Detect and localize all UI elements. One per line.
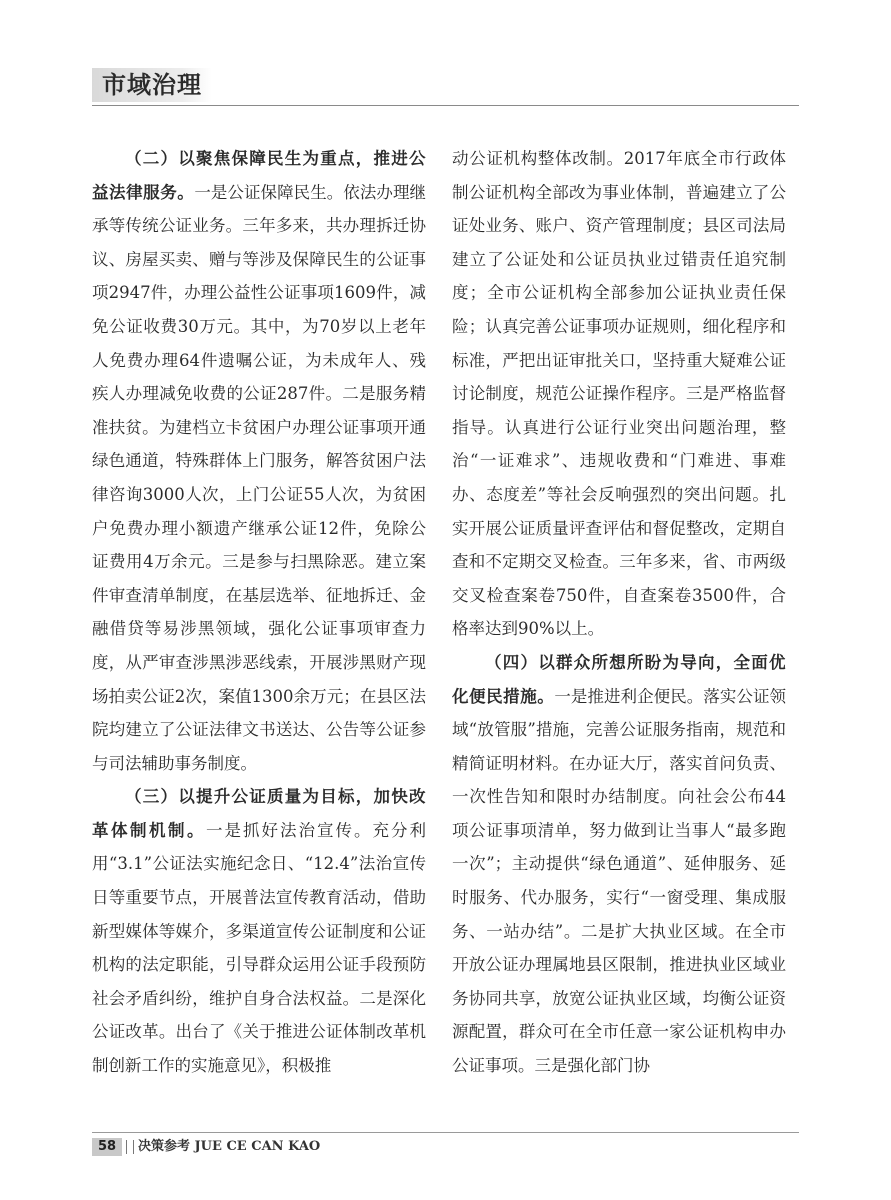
- paragraph-lead-heading: （四）以群众所想所盼为导向，全面优化便民措施。: [452, 652, 786, 706]
- paragraph-lead-heading: （三）以提升公证质量为目标，加快改革体制机制。: [92, 787, 426, 840]
- paragraph-reform-mechanism: [92, 780, 426, 1082]
- paragraph-convenience-measures: [452, 646, 786, 1083]
- paragraph-lead-heading: （二）以聚焦保障民生为重点，推进公益法律服务。: [92, 149, 426, 202]
- paragraph-continued: 动公证机构整体改制。2017年底全市行政体制公证机构全部改为事业体制，普遍建立了公证处业务、账户、资产管理制度；县区司法局建立了公证处和公证员执业过错责任追究制度；全市公证机构全部参加公证执业责任保险；认真完善公证事项办证规则，细化程序和标准，严把出证审批关口，坚持重大疑难公证讨论制度，规范公证操作程序。三是严格监督指导。认真进行公证行业突出问题治理，整治“一证难求”、违规收费和“门难进、事难办、态度差”等社会反响强烈的突出问题。扎实开展公证质量评查评估和督促整改，定期自查和不定期交叉检查。三年多来，省、市两级交叉检查案卷750件，自查案卷3500件，合格率达到90%以上。: [452, 149, 786, 639]
- paragraph-public-legal-services: [92, 142, 426, 780]
- paragraph-body: 一是抓好法治宣传。充分利用“3.1”公证法实施纪念日、“12.4”法治宣传日等重要节点，开展普法宣传教育活动，借助新型媒体等媒介，多渠道宣传公证制度和公证机构的法定职能，引导群众运用公证手段预防社会矛盾纠纷，维护自身合法权益。二是深化公证改革。出台了《关于推进公证体制改革机制创新工作的实施意见》，积极推: [92, 820, 426, 1076]
- page-number: 58: [92, 1138, 122, 1156]
- header-divider: [92, 105, 799, 106]
- section-tag: 市域治理: [92, 68, 212, 102]
- left-column: [92, 142, 426, 1112]
- page-header: [92, 68, 799, 108]
- footer-divider: [92, 1132, 799, 1133]
- page-footer: [92, 1132, 799, 1158]
- footer-separator: [126, 1140, 134, 1154]
- paragraph-body: 一是公证保障民生。依法办理继承等传统公证业务。三年多来，共办理拆迁协议、房屋买卖、赠与等涉及保障民生的公证事项2947件，办理公益性公证事项1609件，减免公证收费30万元。其中，为70岁以上老年人免费办理64件遗嘱公证，为未成年人、残疾人办理减免收费的公证287件。二是服务精准扶贫。为建档立卡贫困户办理公证事项开通绿色通道，特殊群体上门服务，解答贫困户法律咨询3000人次，上门公证55人次，为贫困户免费办理小额遗产继承公证12件，免除公证费用4万余元。三是参与扫黑除恶。建立案件审查清单制度，在基层选举、征地拆迁、金融借贷等易涉黑领域，强化公证事项审查力度，从严审查涉黑涉恶线索，开展涉黑财产现场拍卖公证2次，案值1300余万元；在县区法院均建立了公证法律文书送达、公告等公证参与司法辅助事务制度。: [92, 182, 426, 773]
- paragraph-body: 一是推进利企便民。落实公证领域“放管服”措施，完善公证服务指南，规范和精简证明材料。在办证大厅，落实首问负责、一次性告知和限时办结制度。向社会公布44项公证事项清单，努力做到让当事人“最多跑一次”；主动提供“绿色通道”、延伸服务、延时服务、代办服务，实行“一窗受理、集成服务、一站办结”。二是扩大执业区域。在全市开放公证办理属地县区限制，推进执业区域业务协同共享，放宽公证执业区域，均衡公证资源配置，群众可在全市任意一家公证机构申办公证事项。三是强化部门协: [452, 686, 786, 1076]
- right-column: [452, 142, 786, 1112]
- journal-title: 决策参考 JUE CE CAN KAO: [138, 1139, 321, 1154]
